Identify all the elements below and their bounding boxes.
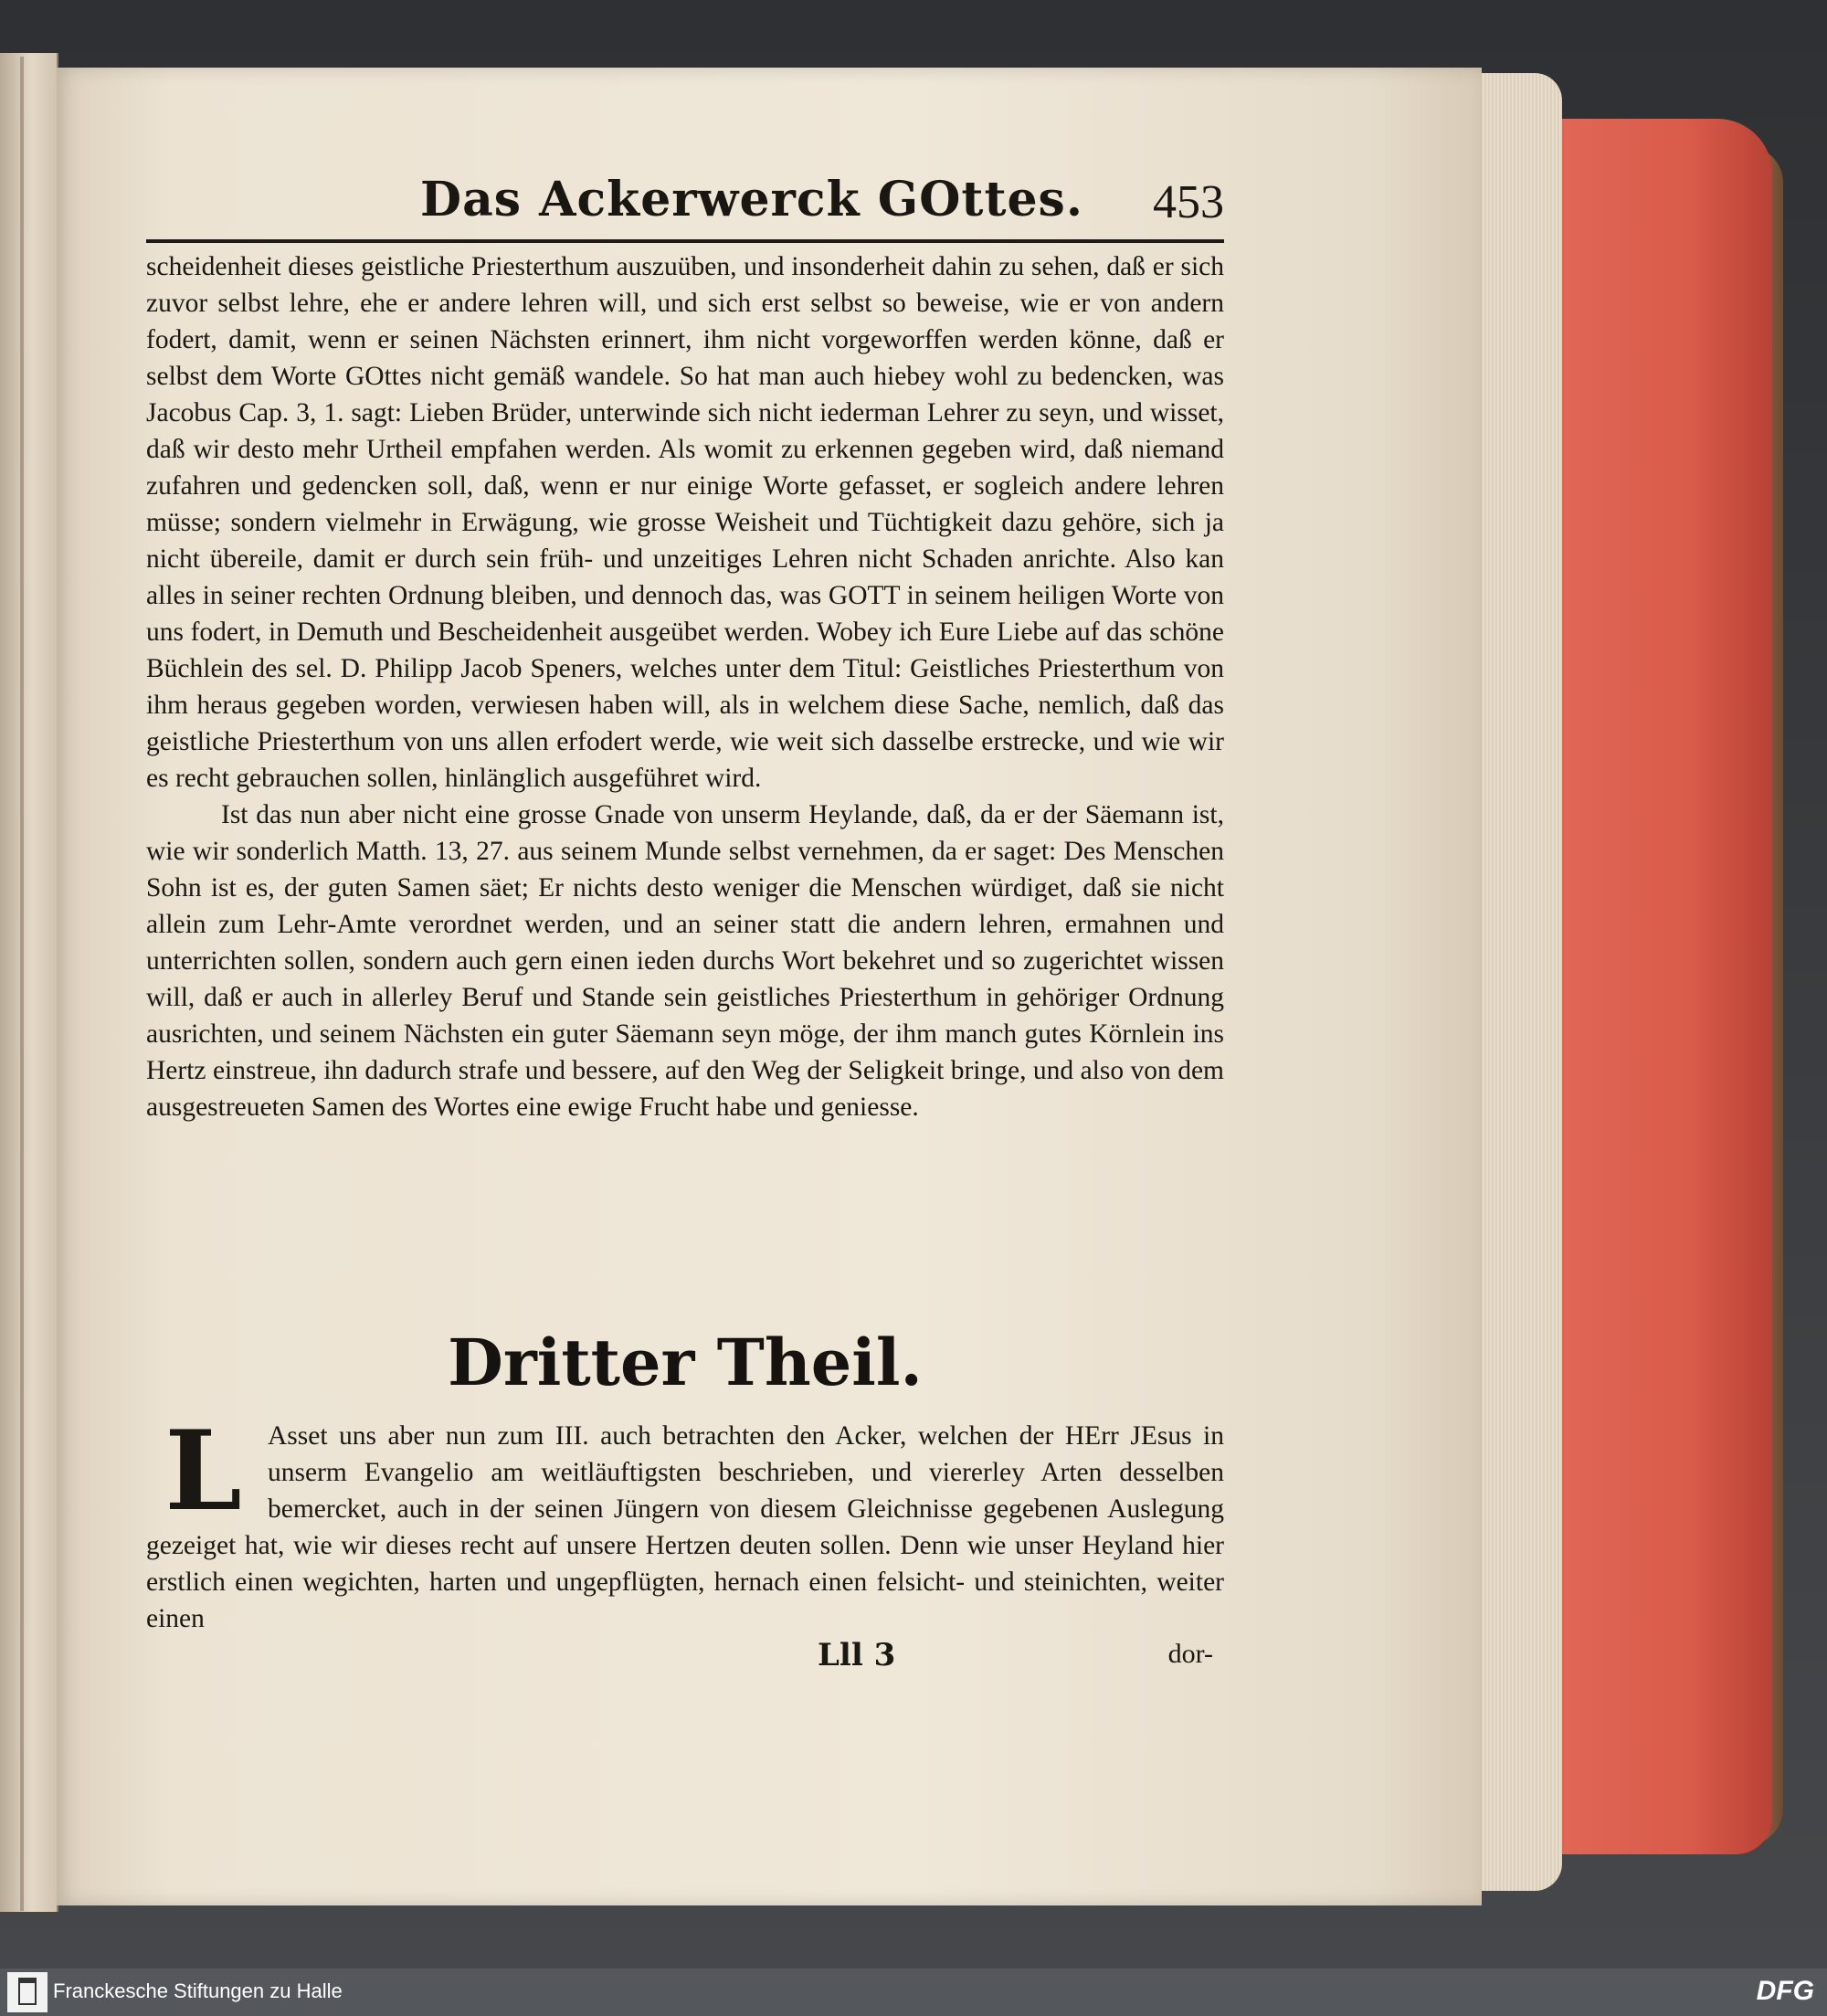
paragraph-1: scheidenheit dieses geistliche Priesterthum auszuüben, und insonderheit dahin zu sehen, daß er sich zuvor selbst lehre, ehe er andere lehren will, und sich erst selbst so beweise, wie er von andern fodert, damit, wenn er seinen Nächsten erinnert, ihm nicht vorgeworffen werden könne, daß er selbst dem Worte GOttes nicht gemäß wandele. So hat man auch hiebey wohl zu bedencken, was Jacobus Cap. 3, 1. sagt: Lieben Brüder, unterwinde sich nicht iederman Lehrer zu seyn, und wisset, daß wir desto mehr Urtheil empfahen werden. Als womit zu erkennen gegeben wird, daß niemand zufahren und gedencken soll, daß, wenn er nur einige Worte gefasset, er sogleich andere lehren müsse; sondern vielmehr in Erwägung, wie grosse Weisheit und Tüchtigkeit dazu gehöre, sich ja nicht übereile, damit er durch sein früh- und unzeitiges Lehren nicht Schaden anrichte. Also kan alles in seiner rechten Ordnung bleiben, und dennoch das, was GOTT in seinem heiligen Worte von uns fodert, in Demuth und Bescheidenheit ausgeübet werden. Wobey ich Eure Liebe auf das schöne Büchlein des sel. D. Philipp Jacob Speners, welches unter dem Titul: Geistliches Priesterthum von ihm heraus gegeben worden, verwiesen haben will, als in welchem diese Sache, nemlich, daß das geistliche Priesterthum von uns allen erfodert werde, wie weit sich dasselbe erstrecke, und wie wir es recht gebrauchen sollen, hinlänglich ausgeführet wird. [146, 252, 1224, 793]
page-header [146, 172, 1224, 237]
left-page-fold [20, 57, 24, 1911]
drop-cap: L [164, 1407, 242, 1536]
header-rule [146, 239, 1224, 243]
section-text-block [146, 1407, 1224, 1637]
body-text [146, 248, 1224, 1125]
page-footer [146, 1637, 1224, 1681]
left-page-edge [0, 53, 58, 1912]
institution-name: Franckesche Stiftungen zu Halle [53, 1979, 343, 2002]
section-title: Dritter Theil. [448, 1325, 923, 1400]
page-number: 453 [1153, 176, 1224, 228]
paragraph-2: Ist das nun aber nicht eine grosse Gnade von unserm Heylande, daß, da er der Säemann ist, wie wir sonderlich Matth. 13, 27. aus seinem Munde selbst vernehmen, da er saget: Des Menschen Sohn ist es, der guten Samen säet; Er nichts desto weniger die Menschen würdiget, daß sie nicht allein zum Lehr-Amte verordnet werden, und an seiner statt die andern lehren, ermahnen und unterrichten sollen, sondern auch gern einen ieden durchs Wort bekehret und so zugerichtet wissen will, daß er auch in allerley Beruf und Stande sein geistliches Priesterthum in gehöriger Ordnung ausrichten, und seinem Nächsten ein guter Säemann seyn möge, der ihm manch gutes Körnlein ins Hertz einstreue, ihn dadurch strafe und bessere, auf den Weg der Seligkeit bringe, und also von dem ausgestreueten Samen des Wortes eine ewige Frucht habe und geniesse. [146, 800, 1224, 1122]
section-paragraph: Asset uns aber nun zum III. auch betrachten den Acker, welchen der HErr JEsus in unserm Evangelio am weitläuftigsten beschrieben, und viererley Arten desselben bemercket, auch in der seinen Jüngern von diesem Gleichnisse gegebenen Auslegung gezeiget hat, wie wir dieses recht auf unsere Hertzen deuten sollen. Denn wie unser Heyland hier erstlich einen wegichten, harten und ungepflügten, hernach einen felsicht- und steinichten, weiter einen [146, 1421, 1224, 1633]
institution-logo-icon [7, 1972, 48, 2012]
signature-mark: Lll 3 [818, 1637, 896, 1673]
running-title: Das Ackerwerck GOttes. [420, 172, 1083, 227]
dfg-logo: DFG [1756, 1976, 1814, 2006]
viewer-footer-bar [0, 1969, 1827, 2016]
catchword: dor- [1167, 1639, 1213, 1669]
